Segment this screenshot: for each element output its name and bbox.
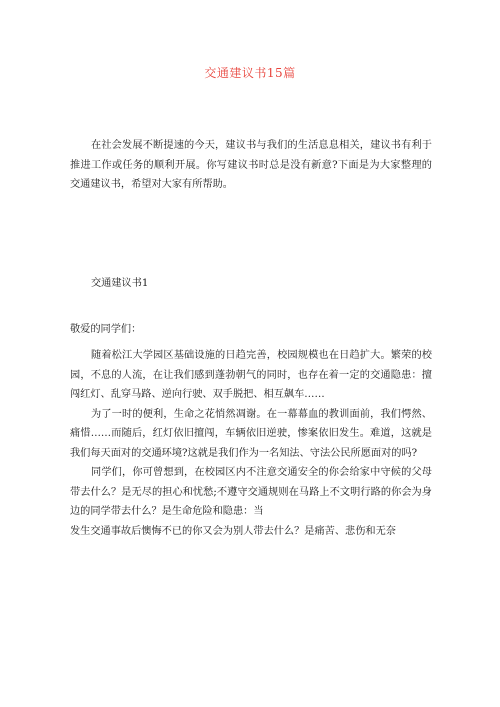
body-paragraph-2: 为了一时的便利，生命之花悄然凋谢。在一幕幕血的教训面前，我们愕然、痛惜……而随后，红灯依旧擅闯，车辆依旧逆驶，惨案依旧发生。难道，这就是我们每天面对的交通环境?这就是我们作为一名知法、守法公民所愿面对的吗? [70, 408, 432, 459]
intro-paragraph [70, 136, 432, 195]
salutation: 敬爱的同学们： [70, 324, 142, 335]
body-paragraph-4: 发生交通事故后懊悔不已的你又会为别人带去什么？是痛苦、悲伤和无奈 [70, 525, 396, 537]
intro-text: 在社会发展不断提速的今天，建议书与我们的生活息息相关，建议书有利于推进工作或任务的顺利开展。你写建议书时总是没有新意?下面是为大家整理的交通建议书，希望对大家有所帮助。 [70, 140, 432, 190]
document-title: 交通建议书15篇 [204, 66, 296, 80]
letter-body [70, 346, 432, 541]
body-paragraph-1: 随着松江大学园区基础设施的日趋完善，校园规模也在日趋扩大。繁荣的校园，不息的人流，在让我们感到蓬勃朝气的同时，也存在着一定的交通隐患：擅闯红灯、乱穿马路、逆向行驶、双手脱把、相互飙车…… [70, 350, 432, 400]
body-paragraph-3: 同学们，你可曾想到，在校园区内不注意交通安全的你会给家中守候的父母带去什么？是无尽的担心和忧愁;不遵守交通规则在马路上不文明行路的你会为身边的同学带去什么？是生命危险和隐患：当 [70, 467, 432, 517]
section-heading: 交通建议书1 [91, 278, 149, 289]
